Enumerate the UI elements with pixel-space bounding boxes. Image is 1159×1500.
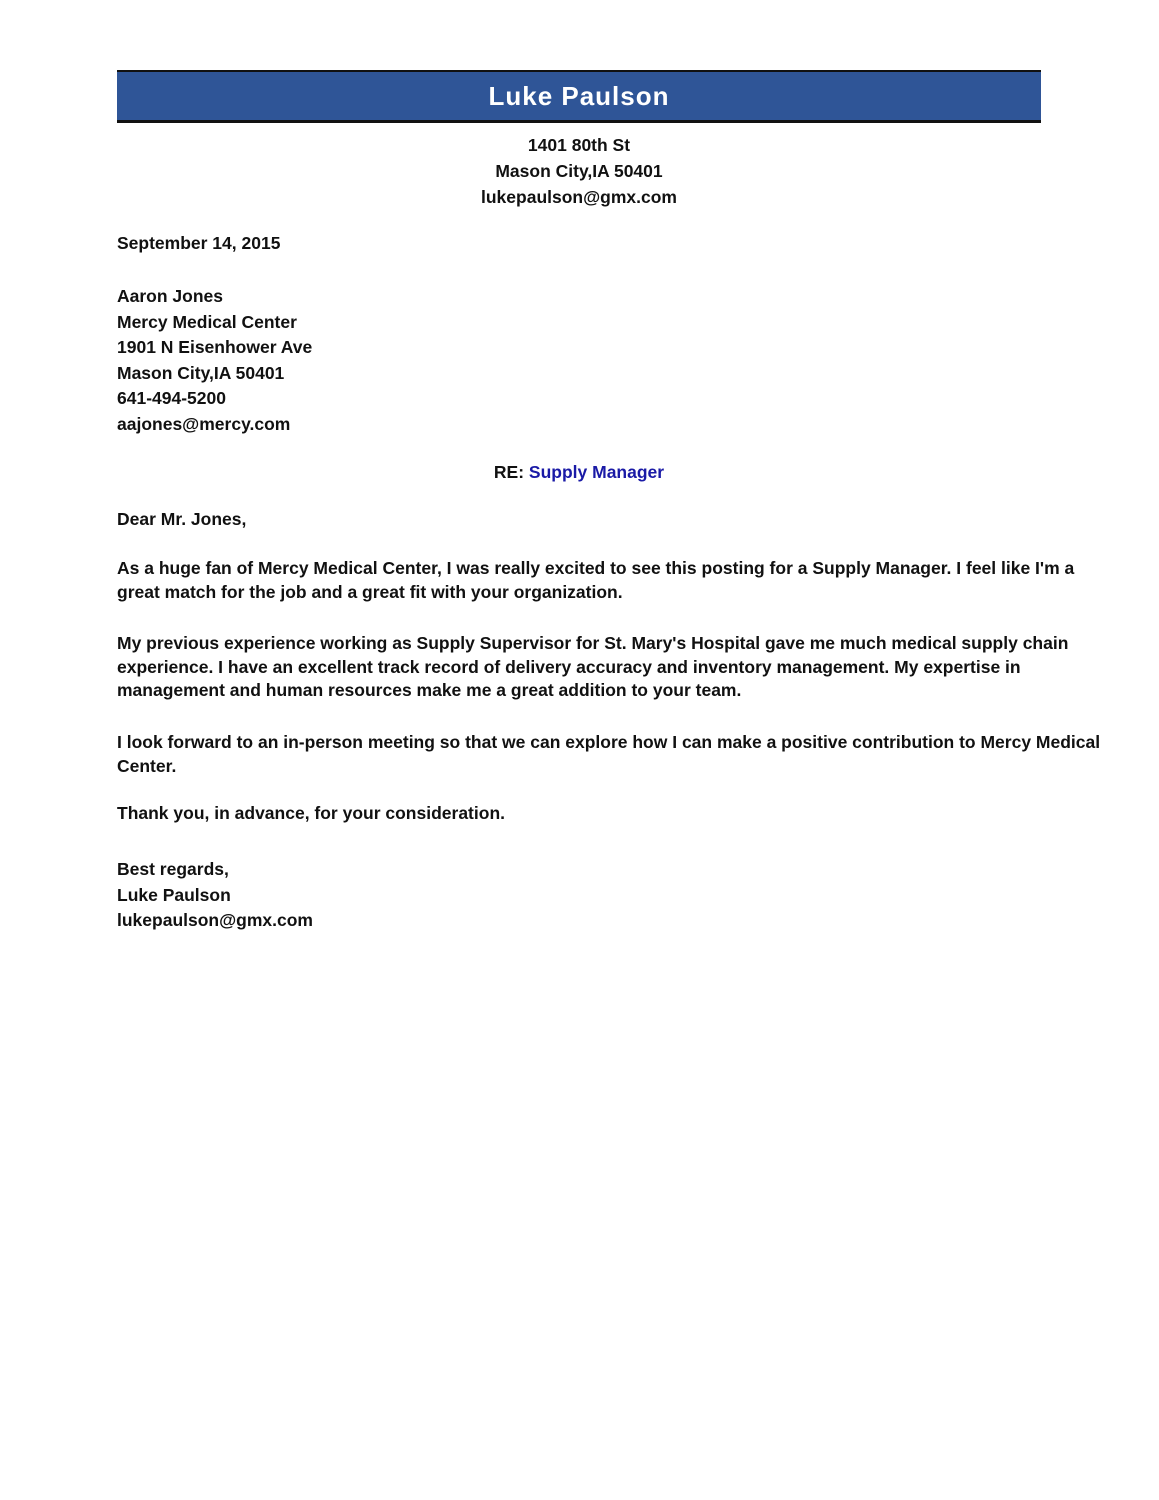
recipient-email: aajones@mercy.com: [117, 413, 291, 434]
recipient-phone: 641-494-5200: [117, 388, 226, 408]
sender-email: lukepaulson@gmx.com: [481, 187, 677, 207]
subject-label: RE:: [493, 462, 525, 482]
closing-block: [117, 857, 313, 934]
recipient-street: 1901 N Eisenhower Ave: [117, 337, 313, 357]
sign-off: Best regards,: [117, 859, 229, 879]
body-paragraph-3: I look forward to an in-person meeting so that we can explore how I can make a positive contribution to Mercy Medical Center.: [117, 732, 1101, 776]
body-paragraph-1: As a huge fan of Mercy Medical Center, I was really excited to see this posting for a Supply Manager. I feel like I'm a great match for the job and a great fit with your organization.: [117, 558, 1075, 602]
signature-email: lukepaulson@gmx.com: [117, 910, 313, 930]
sender-address: [117, 132, 1041, 210]
sender-name-heading: Luke Paulson: [488, 80, 670, 111]
recipient-address: [117, 284, 312, 437]
body-paragraph-2: My previous experience working as Supply Supervisor for St. Mary's Hospital gave me much medical supply chain experience. I have an excellent track record of delivery accuracy and inventory management. My expertise in management and human resources make me a great addition to your team.: [117, 633, 1069, 700]
subject-line: [117, 459, 1041, 485]
recipient-city-line: Mason City,IA 50401: [117, 362, 285, 383]
body-paragraph-4: Thank you, in advance, for your consideration.: [117, 803, 505, 823]
sender-city-line: Mason City,IA 50401: [495, 161, 663, 181]
signature-name: Luke Paulson: [117, 884, 231, 905]
sender-street: 1401 80th St: [527, 135, 631, 155]
salutation: Dear Mr. Jones,: [117, 509, 247, 529]
letter-date: September 14, 2015: [117, 233, 281, 253]
recipient-name: Aaron Jones: [117, 286, 223, 306]
subject-title: Supply Manager: [528, 462, 665, 482]
header-bar: [117, 70, 1041, 123]
recipient-company: Mercy Medical Center: [117, 311, 297, 332]
